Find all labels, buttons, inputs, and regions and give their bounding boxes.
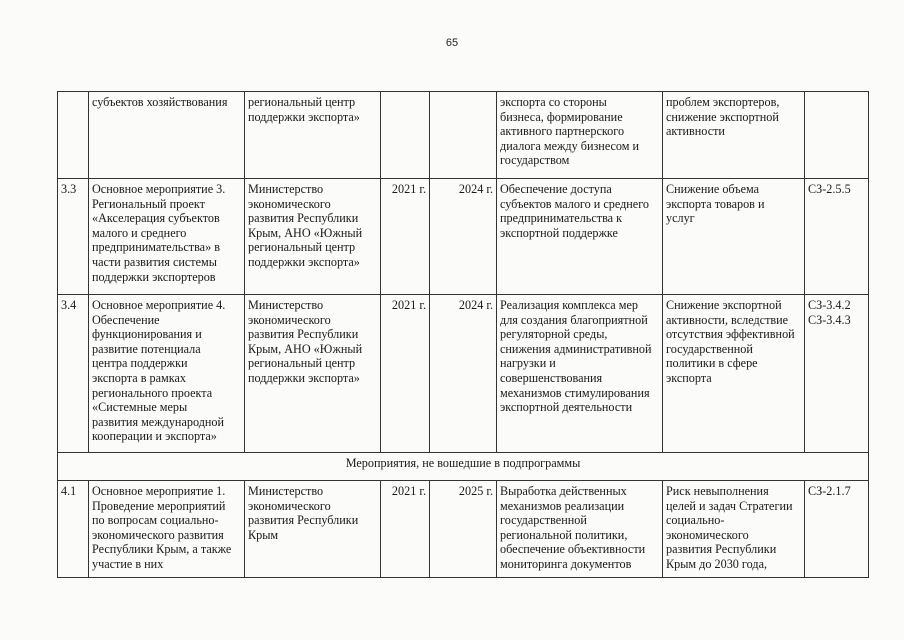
start-year: 2021 г. [381,179,430,295]
end-year: 2025 г. [430,481,497,578]
section-header-row [58,453,869,481]
strategy-link: СЗ-2.1.7 [805,481,869,578]
strategy-link: СЗ-2.5.5 [805,179,869,295]
expected-result: Обеспечение доступа субъектов малого и среднего предпринимательства к экспортной поддержке [497,179,663,295]
executor: Министерство экономического развития Республики Крым [245,481,381,578]
start-year: 2021 г. [381,481,430,578]
risk: проблем экспортеров, снижение экспортной активности [663,92,805,179]
measure-name: Основное мероприятие 1. Проведение мероприятий по вопросам социально- экономического развития Республики Крым, а также участие в них [89,481,245,578]
start-year: 2021 г. [381,295,430,453]
executor: региональный центр поддержки экспорта» [245,92,381,179]
end-year: 2024 г. [430,179,497,295]
section-header: Мероприятия, не вошедшие в подпрограммы [58,453,869,481]
measures-table [57,91,869,578]
executor: Министерство экономического развития Республики Крым, АНО «Южный региональный центр поддержки экспорта» [245,179,381,295]
executor: Министерство экономического развития Республики Крым, АНО «Южный региональный центр поддержки экспорта» [245,295,381,453]
risk: Снижение экспортной активности, вследствие отсутствия эффективной государственной политики в сфере экспорта [663,295,805,453]
table-row [58,481,869,578]
row-number [58,92,89,179]
table-row [58,92,869,179]
start-year [381,92,430,179]
expected-result: Выработка действенных механизмов реализации государственной региональной политики, обеспечение объективности мониторинга документов [497,481,663,578]
strategy-link [805,92,869,179]
expected-result: экспорта со стороны бизнеса, формирование активного партнерского диалога между бизнесом и государством [497,92,663,179]
table-row [58,295,869,453]
row-number: 3.3 [58,179,89,295]
measure-name: Основное мероприятие 3. Региональный проект «Акселерация субъектов малого и среднего предпринимательства» в части развития системы поддержки экспортеров [89,179,245,295]
row-number: 3.4 [58,295,89,453]
risk: Риск невыполнения целей и задач Стратегии социально- экономического развития Республики Крым до 2030 года, [663,481,805,578]
page-number: 65 [445,37,459,49]
expected-result: Реализация комплекса мер для создания благоприятной регуляторной среды, снижения административной нагрузки и совершенствования механизмов стимулирования экспортной деятельности [497,295,663,453]
row-number: 4.1 [58,481,89,578]
strategy-link: СЗ-3.4.2 СЗ-3.4.3 [805,295,869,453]
measure-name: Основное мероприятие 4. Обеспечение функционирования и развитие потенциала центра поддержки экспорта в рамках регионального проекта «Системные меры развития международной кооперации и экспорта» [89,295,245,453]
measure-name: субъектов хозяйствования [89,92,245,179]
end-year [430,92,497,179]
end-year: 2024 г. [430,295,497,453]
risk: Снижение объема экспорта товаров и услуг [663,179,805,295]
table-row [58,179,869,295]
